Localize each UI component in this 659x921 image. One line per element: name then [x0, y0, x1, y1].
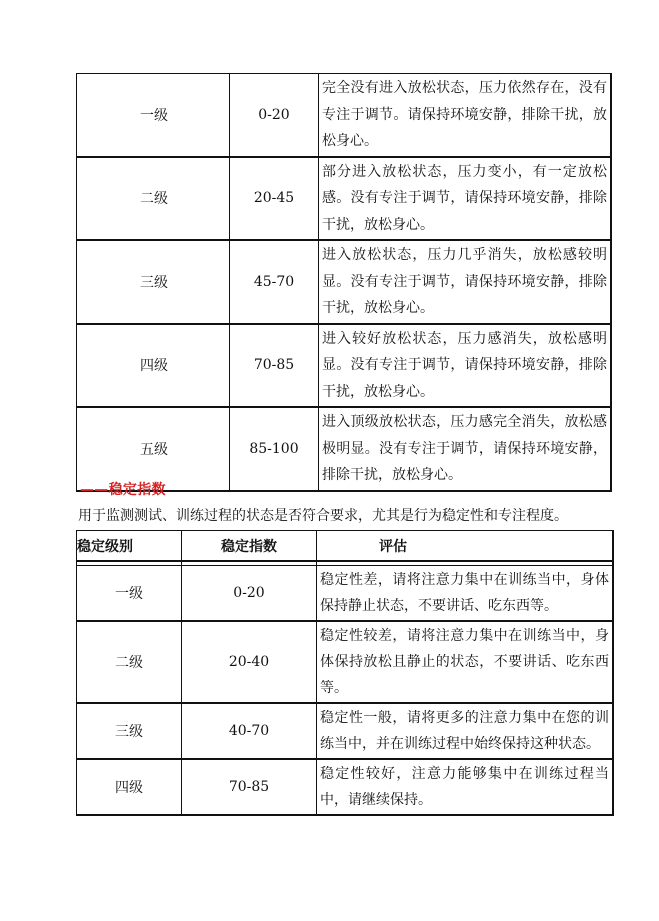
level-cell: 三级: [76, 241, 230, 325]
level-cell: 一级: [76, 566, 182, 622]
range-cell: 0-20: [230, 73, 319, 158]
description-cell: 部分进入放松状态，压力变小，有一定放松感。没有专注于调节，请保持环境安静，排除干扰，放松身心。: [319, 158, 612, 242]
table-row: [76, 73, 612, 158]
stability-level-table: [76, 530, 614, 816]
table-header-row: [76, 530, 614, 562]
description-cell: 进入顶级放松状态，压力感完全消失，放松感极明显。没有专注于调节，请保持环境安静，排除干扰，放松身心。: [319, 408, 612, 492]
level-cell: 二级: [76, 158, 230, 242]
description-cell: 稳定性差，请将注意力集中在训练当中，身体保持静止状态，不要讲话、吃东西等。: [317, 566, 614, 622]
section-title: ——稳定指数: [80, 482, 166, 498]
description-cell: 稳定性较差，请将注意力集中在训练当中，身体保持放松且静止的状态，不要讲话、吃东西等。: [317, 622, 614, 704]
level-cell: 一级: [76, 73, 230, 158]
level-cell: 二级: [76, 622, 182, 704]
range-cell: 20-45: [230, 158, 319, 242]
section-description: 用于监测测试、训练过程的状态是否符合要求，尤其是行为稳定性和专注程度。: [78, 508, 568, 524]
description-cell: 进入较好放松状态，压力感消失，放松感明显。没有专注于调节，请保持环境安静，排除干扰，放松身心。: [319, 325, 612, 409]
description-cell: 进入放松状态，压力几乎消失，放松感较明显。没有专注于调节，请保持环境安静，排除干扰，放松身心。: [319, 241, 612, 325]
table-row: [76, 622, 614, 704]
description-cell: 完全没有进入放松状态，压力依然存在，没有专注于调节。请保持环境安静，排除干扰，放松身心。: [319, 73, 612, 158]
range-cell: 0-20: [182, 566, 317, 622]
header-level: 稳定级别: [76, 530, 182, 562]
level-cell: 三级: [76, 704, 182, 760]
header-index: 稳定指数: [182, 530, 317, 562]
range-cell: 40-70: [182, 704, 317, 760]
header-evaluation: 评估: [317, 530, 614, 562]
table-row: [76, 158, 612, 242]
range-cell: 70-85: [182, 760, 317, 816]
range-cell: 85-100: [230, 408, 319, 492]
range-cell: 70-85: [230, 325, 319, 409]
table-row: [76, 704, 614, 760]
range-cell: 20-40: [182, 622, 317, 704]
level-cell: 五级: [76, 408, 230, 492]
description-cell: 稳定性一般，请将更多的注意力集中在您的训练当中，并在训练过程中始终保持这种状态。: [317, 704, 614, 760]
table-row: [76, 241, 612, 325]
range-cell: 45-70: [230, 241, 319, 325]
level-cell: 四级: [76, 760, 182, 816]
description-cell: 稳定性较好，注意力能够集中在训练过程当中，请继续保持。: [317, 760, 614, 816]
table-row: [76, 325, 612, 409]
table-row: [76, 566, 614, 622]
relax-level-table: [76, 73, 612, 492]
table-row: [76, 760, 614, 816]
level-cell: 四级: [76, 325, 230, 409]
